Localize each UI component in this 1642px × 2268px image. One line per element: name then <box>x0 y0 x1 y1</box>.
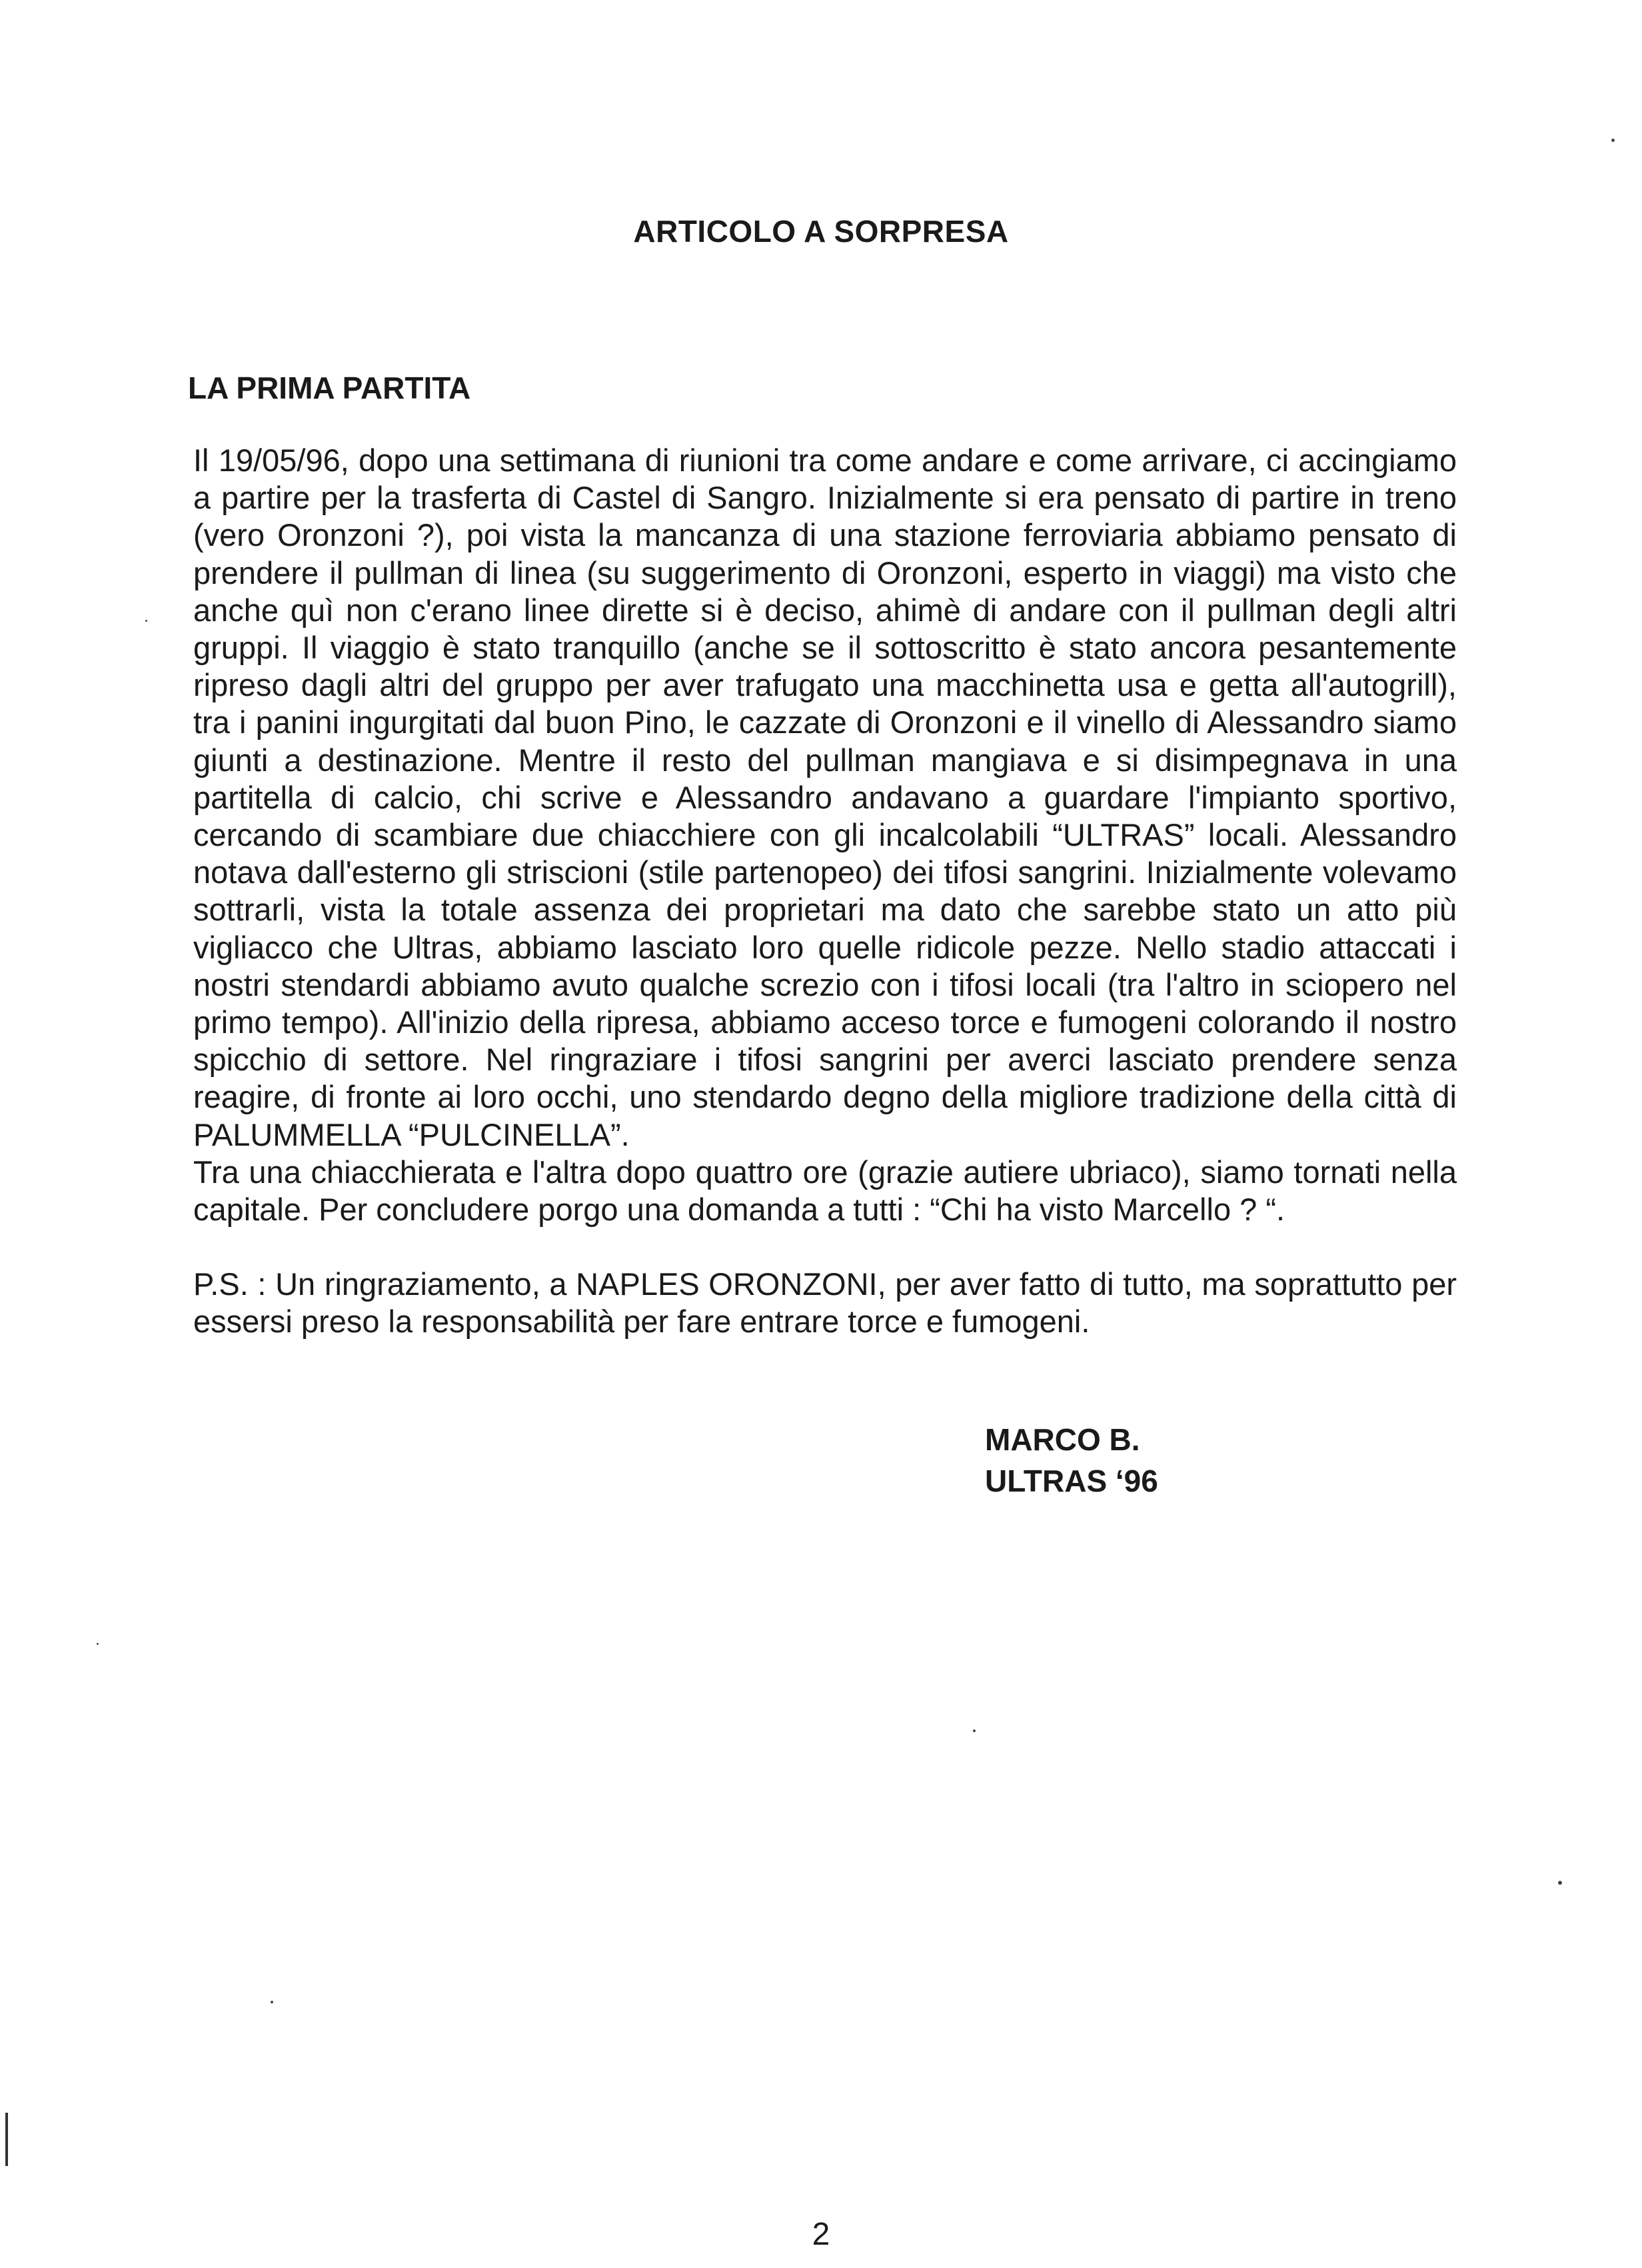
signature-name: MARCO B. <box>985 1422 1140 1457</box>
signature-group: ULTRAS ‘96 <box>985 1464 1158 1498</box>
signature <box>985 1419 1158 1502</box>
scan-speck <box>1558 1881 1562 1885</box>
scan-speck <box>973 1729 976 1732</box>
scan-margin-mark <box>5 2113 8 2166</box>
scan-speck <box>271 2001 273 2003</box>
scan-speck <box>97 1643 99 1645</box>
paragraph-1: Il 19/05/96, dopo una settimana di riunioni tra come andare e come arrivare, ci accingiamo a partire per la trasferta di Castel di Sangro. Inizialmente si era pensato di partire in treno (vero Oronzoni ?), poi vista la mancanza di una stazione ferroviaria abbiamo pensato di prendere il pullman di linea (su suggerimento di Oronzoni, esperto in viaggi) ma visto che anche quì non c'erano linee dirette si è deciso, ahimè di andare con il pullman degli altri gruppi. Il viaggio è stato tranquillo (anche se il sottoscritto è stato ancora pesantemente ripreso dagli altri del gruppo per aver trafugato una macchinetta usa e getta all'autogrill), tra i panini ingurgitati dal buon Pino, le cazzate di Oronzoni e il vinello di Alessandro siamo giunti a destinazione. Mentre il resto del pullman mangiava e si disimpegnava in una partitella di calcio, chi scrive e Alessandro andavano a guardare l'impianto sportivo, cercando di scambiare due chiacchiere con gli incalcolabili “ULTRAS” locali. Alessandro notava dall'esterno gli striscioni (stile partenopeo) dei tifosi sangrini. Inizialmente volevamo sottrarli, vista la totale assenza dei proprietari ma dato che sarebbe stato un atto più vigliacco che Ultras, abbiamo lasciato loro quelle ridicole pezze. Nello stadio attaccati i nostri stendardi abbiamo avuto qualche screzio con i tifosi locali (tra l'altro in sciopero nel primo tempo). All'inizio della ripresa, abbiamo acceso torce e fumogeni colorando il nostro spicchio di settore. Nel ringraziare i tifosi sangrini per averci lasciato prendere senza reagire, di fronte ai loro occhi, uno stendardo degno della migliore tradizione della città di PALUMMELLA “PULCINELLA”. <box>193 443 1457 1152</box>
article-body <box>193 442 1457 1341</box>
scan-speck <box>1611 139 1615 142</box>
section-title: LA PRIMA PARTITA <box>188 371 471 405</box>
postscript: P.S. : Un ringraziamento, a NAPLES ORONZONI, per aver fatto di tutto, ma soprattutto per essersi preso la responsabilità per fare entrare torce e fumogeni. <box>193 1266 1457 1340</box>
page-title: ARTICOLO A SORPRESA <box>633 214 1009 249</box>
paragraph-2: Tra una chiacchierata e l'altra dopo quattro ore (grazie autiere ubriaco), siamo tornati nella capitale. Per concludere porgo una domanda a tutti : “Chi ha visto Marcello ? “. <box>193 1154 1457 1228</box>
page-number: 2 <box>812 2217 830 2252</box>
scan-speck <box>145 620 147 622</box>
